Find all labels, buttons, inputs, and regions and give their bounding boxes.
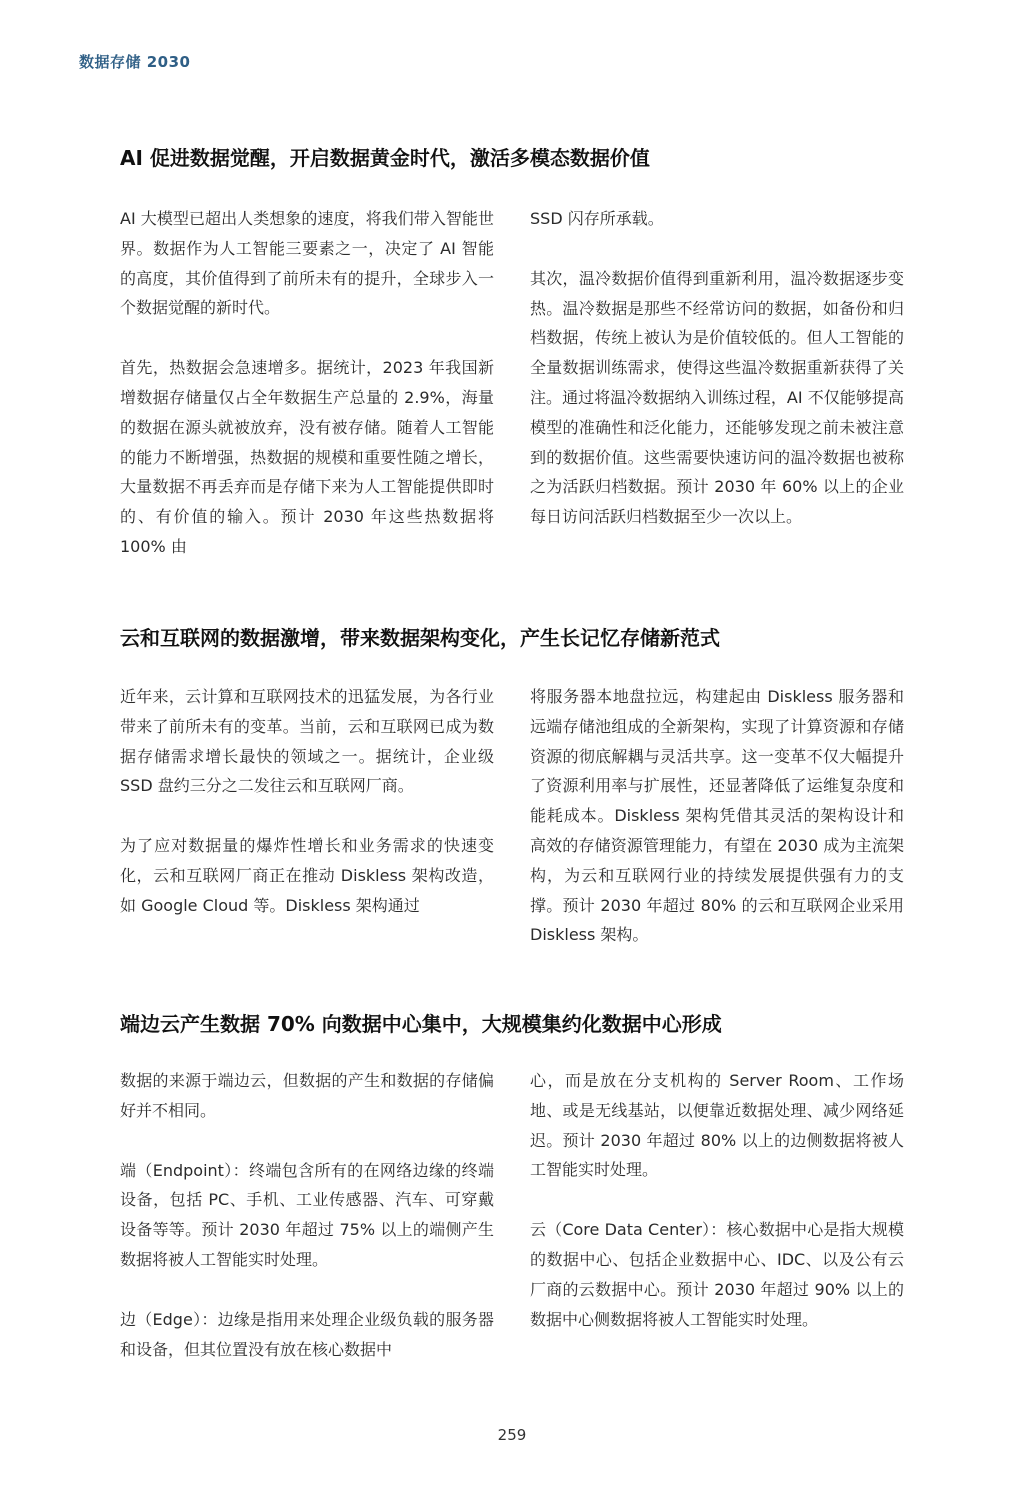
right-column [530,682,904,950]
right-column [530,204,904,562]
paragraph: 将服务器本地盘拉远，构建起由 Diskless 服务器和远端存储池组成的全新架构，实现了计算资源和存储资源的彻底解耦与灵活共享。这一变革不仅大幅提升了资源利用率与扩展性，还显著降低了运维复杂度和能耗成本。Diskless 架构凭借其灵活的架构设计和高效的存储资源管理能力，有望在 2030 成为主流架构，为云和互联网行业的持续发展提供强有力的支撑。预计 2030 年超过 80% 的云和互联网企业采用 Diskless 架构。 [530,687,904,945]
paragraph: SSD 闪存所承载。 [530,209,664,228]
section-ai-data-awakening [120,142,904,562]
paragraph: 云（Core Data Center）：核心数据中心是指大规模的数据中心、包括企业数据中心、IDC、以及公有云厂商的云数据中心。预计 2030 年超过 90% 以上的数据中心侧数据将被人工智能实时处理。 [530,1220,904,1329]
paragraph: 数据的来源于端边云，但数据的产生和数据的存储偏好并不相同。 [120,1071,494,1120]
left-column [120,1066,494,1364]
paragraph: 端（Endpoint）：终端包含所有的在网络边缘的终端设备，包括 PC、手机、工业传感器、汽车、可穿戴设备等等。预计 2030 年超过 75% 以上的端侧产生数据将被人工智能实时处理。 [120,1160,494,1269]
left-column [120,204,494,562]
paragraph: 心，而是放在分支机构的 Server Room、工作场地、或是无线基站，以便靠近数据处理、减少网络延迟。预计 2030 年超过 80% 以上的边侧数据将被人工智能实时处理。 [530,1071,904,1180]
paragraph: AI 大模型已超出人类想象的速度，将我们带入智能世界。数据作为人工智能三要素之一，决定了 AI 智能的高度，其价值得到了前所未有的提升，全球步入一个数据觉醒的新时代。 [120,209,494,318]
paragraph: 边（Edge）：边缘是指用来处理企业级负载的服务器和设备，但其位置没有放在核心数据中 [120,1309,494,1359]
running-header: 数据存储 2030 [79,53,191,71]
left-column [120,682,494,950]
section-heading: AI 促进数据觉醒，开启数据黄金时代，激活多模态数据价值 [120,146,650,170]
section-cloud-internet [120,622,904,950]
paragraph: 首先，热数据会急速增多。据统计，2023 年我国新增数据存储量仅占全年数据生产总量的 2.9%，海量的数据在源头就被放弃，没有被存储。随着人工智能的能力不断增强，热数据的规模和重要性随之增长，大量数据不再丢弃而是存储下来为人工智能提供即时的、有价值的输入。预计 2030 年这些热数据将 100% 由 [120,358,494,556]
paragraph: 近年来，云计算和互联网技术的迅猛发展，为各行业带来了前所未有的变革。当前，云和互联网已成为数据存储需求增长最快的领域之一。据统计，企业级 SSD 盘约三分之二发往云和互联网厂商。 [120,687,494,796]
paragraph: 其次，温冷数据价值得到重新利用，温冷数据逐步变热。温冷数据是那些不经常访问的数据，如备份和归档数据，传统上被认为是价值较低的。但人工智能的全量数据训练需求，使得这些温冷数据重新获得了关注。通过将温冷数据纳入训练过程，AI 不仅能够提高模型的准确性和泛化能力，还能够发现之前未被注意到的数据价值。这些需要快速访问的温冷数据也被称之为活跃归档数据。预计 2030 年 60% 以上的企业每日访问活跃归档数据至少一次以上。 [530,268,904,527]
section-edge-cloud [120,1008,904,1364]
page-number: 259 [497,1426,527,1444]
section-heading: 端边云产生数据 70% 向数据中心集中，大规模集约化数据中心形成 [120,1012,722,1036]
section-heading: 云和互联网的数据激增，带来数据架构变化，产生长记忆存储新范式 [120,626,720,650]
paragraph: 为了应对数据量的爆炸性增长和业务需求的快速变化，云和互联网厂商正在推动 Diskless 架构改造，如 Google Cloud 等。Diskless 架构通过 [120,836,494,915]
right-column [530,1066,904,1364]
